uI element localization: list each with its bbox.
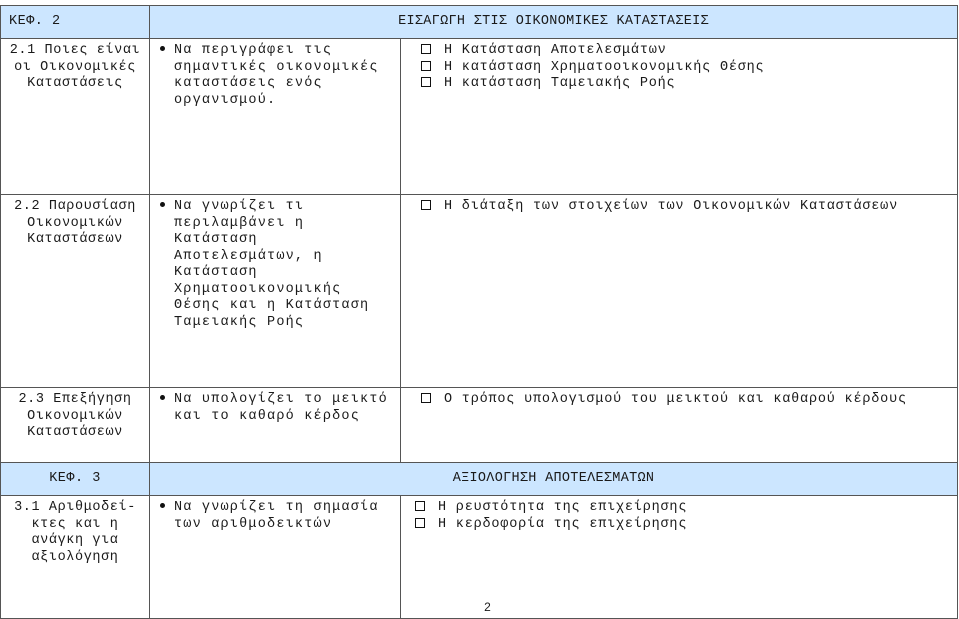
item-text: Η ρευστότητα της επιχείρησης bbox=[438, 500, 688, 515]
section-2-3: 2.3 Επεξήγηση Οικονομικών Καταστάσεων bbox=[1, 388, 150, 463]
chapter-2-header bbox=[1, 6, 958, 39]
item-text: Η Κατάσταση Αποτελεσμάτων bbox=[444, 43, 667, 58]
objective-text: Να υπολογίζει το μεικτό και το καθαρό κέρδος bbox=[174, 392, 388, 424]
item-text: Η διάταξη των στοιχείων των Οικονομικών Καταστάσεων bbox=[444, 199, 898, 214]
table-row bbox=[1, 195, 958, 388]
checkbox-icon bbox=[421, 200, 431, 210]
table-row bbox=[1, 39, 958, 195]
objective-2-3 bbox=[150, 388, 401, 463]
content-2-1 bbox=[401, 39, 958, 195]
list-item bbox=[421, 60, 951, 77]
objective-text: Να γνωρίζει τη σημασία των αριθμοδεικτών bbox=[174, 500, 379, 532]
list-item bbox=[421, 199, 951, 216]
bullet-icon bbox=[160, 395, 165, 400]
objective-2-2 bbox=[150, 195, 401, 388]
chapter-3-header bbox=[1, 463, 958, 496]
objective-text: Να περιγράφει τις σημαντικές οικονομικές καταστάσεις ενός οργανισμού. bbox=[174, 43, 379, 108]
page-number: 2 bbox=[484, 600, 491, 614]
checkbox-icon bbox=[421, 393, 431, 403]
checkbox-icon bbox=[421, 44, 431, 54]
checkbox-icon bbox=[415, 518, 425, 528]
checkbox-icon bbox=[421, 61, 431, 71]
chapter-3-code: ΚΕΦ. 3 bbox=[1, 463, 150, 496]
list-item bbox=[421, 43, 951, 60]
objective-text: Να γνωρίζει τι περιλαμβάνει η Κατάσταση Αποτελεσμάτων, η Κατάσταση Χρηματοοικονομικής Θέσης και η Κατάσταση Ταμειακής Ροής bbox=[174, 199, 370, 330]
checkbox-icon bbox=[421, 77, 431, 87]
list-item bbox=[415, 517, 951, 534]
chapter-2-title: ΕΙΣΑΓΩΓΗ ΣΤΙΣ ΟΙΚΟΝΟΜΙΚΕΣ ΚΑΤΑΣΤΑΣΕΙΣ bbox=[150, 6, 958, 39]
content-2-2 bbox=[401, 195, 958, 388]
objective-2-1 bbox=[150, 39, 401, 195]
section-2-1: 2.1 Ποιες είναι οι Οικονομικές Καταστάσεις bbox=[1, 39, 150, 195]
checkbox-icon bbox=[415, 501, 425, 511]
chapter-2-code: ΚΕΦ. 2 bbox=[1, 6, 150, 39]
content-2-3 bbox=[401, 388, 958, 463]
bullet-icon bbox=[160, 46, 165, 51]
item-text: Ο τρόπος υπολογισμού του μεικτού και καθαρού κέρδους bbox=[444, 392, 907, 407]
bullet-icon bbox=[160, 503, 165, 508]
bullet-icon bbox=[160, 202, 165, 207]
item-text: Η κατάσταση Ταμειακής Ροής bbox=[444, 76, 676, 91]
list-item bbox=[421, 392, 951, 409]
chapter-3-title: ΑΞΙΟΛΟΓΗΣΗ ΑΠΟΤΕΛΕΣΜΑΤΩΝ bbox=[150, 463, 958, 496]
item-text: Η κατάσταση Χρηματοοικονομικής Θέσης bbox=[444, 59, 765, 75]
curriculum-table bbox=[0, 5, 958, 619]
list-item bbox=[415, 500, 951, 517]
item-text: Η κερδοφορία της επιχείρησης bbox=[438, 516, 688, 532]
table-row bbox=[1, 388, 958, 463]
list-item bbox=[421, 76, 951, 93]
curriculum-table-wrapper bbox=[0, 5, 957, 619]
section-3-1: 3.1 Αριθμοδεί- κτες και η ανάγκη για αξιολόγηση bbox=[1, 496, 150, 619]
section-2-2: 2.2 Παρουσίαση Οικονομικών Καταστάσεων bbox=[1, 195, 150, 388]
